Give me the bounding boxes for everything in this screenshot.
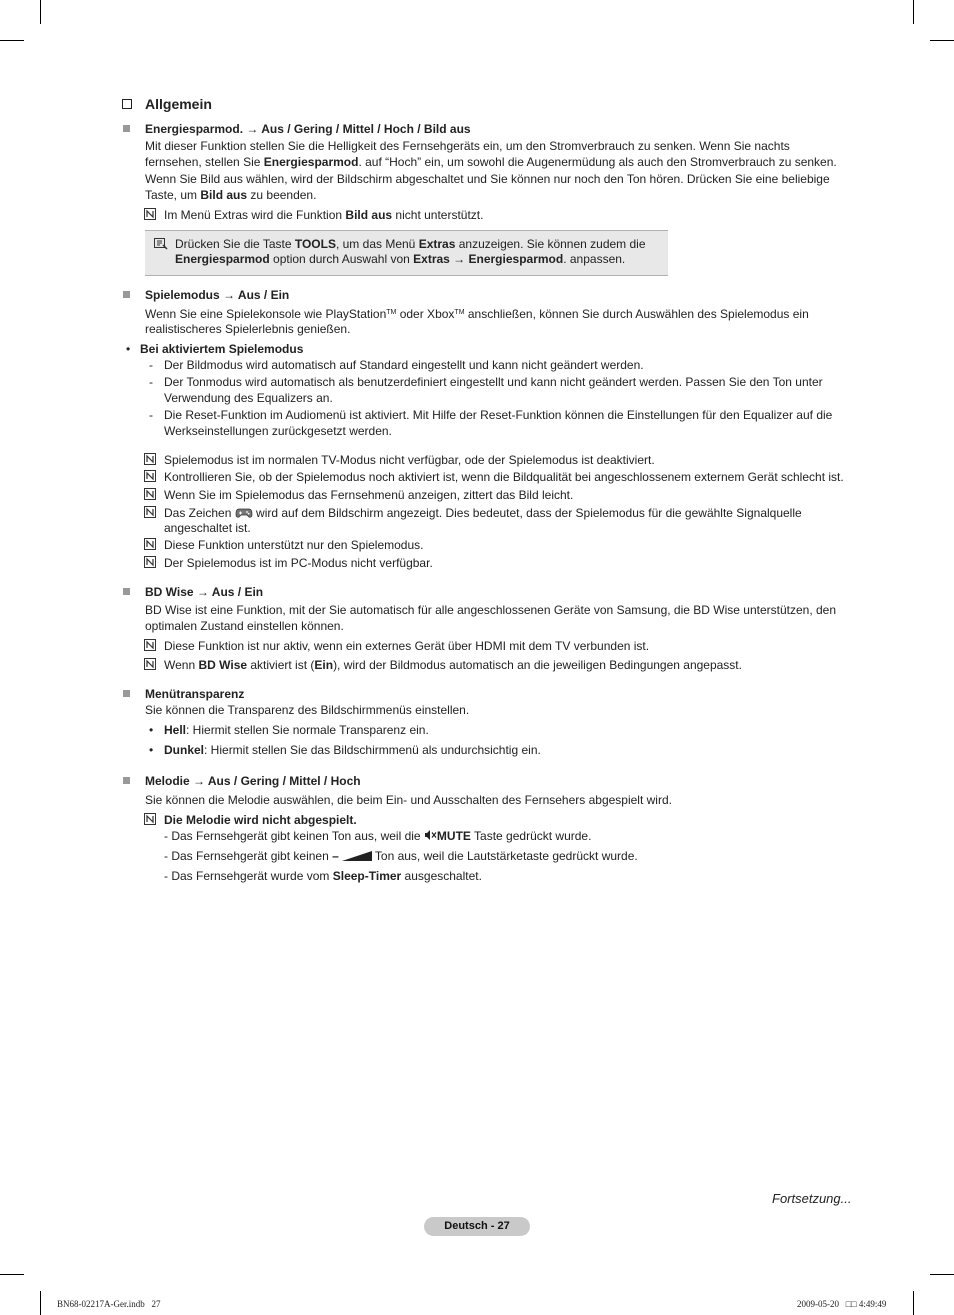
note-icon: [144, 488, 156, 500]
tip-line: [175, 236, 646, 252]
bold-term: –: [332, 849, 339, 863]
list-item: Verwendung des Equalizers an.: [164, 391, 333, 405]
text: Im Menü Extras wird die Funktion: [164, 208, 346, 222]
text: , um das Menü: [335, 237, 419, 251]
bdwise-heading: BD Wise → Aus / Ein: [145, 585, 264, 599]
text: anschließen, können Sie durch Auswählen des Spielemodus ein: [464, 307, 809, 321]
note-text: Kontrollieren Sie, ob der Spielemodus noch aktiviert ist, wenn die Bildqualität bei angeschlossenem externem Gerät schlecht ist.: [164, 470, 844, 484]
paragraph-line: [145, 187, 316, 203]
text: Wenn: [164, 658, 199, 672]
text: option durch Auswahl von: [269, 252, 414, 266]
paragraph-line: Sie können die Melodie auswählen, die beim Ein- und Ausschalten des Fernsehers abgespielt wird.: [145, 793, 672, 807]
crop-mark: [930, 40, 954, 41]
text: . auf “Hoch” ein, um sowohl die Augenermüdung als auch den Stromverbrauch zu senken.: [358, 155, 837, 169]
section-title: Allgemein: [145, 96, 212, 112]
crop-mark: [913, 0, 914, 24]
print-timestamp: 2009-05-20 □□ 4:49:49: [797, 1299, 887, 1309]
note-text: Der Spielemodus ist im PC-Modus nicht verfügbar.: [164, 556, 433, 570]
text: Das Zeichen: [164, 506, 235, 520]
bullet-dot: •: [126, 342, 131, 356]
spiel-heading: Spielemodus → Aus / Ein: [145, 288, 290, 302]
checkbox-icon: [122, 99, 132, 109]
paragraph-line: [145, 305, 809, 322]
menu-heading: Menütransparenz: [145, 687, 245, 701]
bold-term: Energiesparmod: [263, 155, 359, 169]
text: anzuzeigen. Sie können zudem die: [455, 237, 646, 251]
note-heading: Die Melodie wird nicht abgespielt.: [164, 813, 357, 827]
crop-mark: [40, 0, 41, 24]
text: oder Xbox: [396, 307, 455, 321]
paragraph-line: [145, 154, 837, 170]
square-bullet: [123, 291, 130, 298]
list-item: Der Tonmodus wird automatisch als benutzerdefiniert eingestellt und kann nicht geändert werden. Passen Sie den Ton unter: [164, 375, 823, 389]
square-bullet: [123, 588, 130, 595]
dash: -: [149, 408, 153, 422]
sub-heading: Bei aktiviertem Spielemodus: [140, 342, 304, 356]
text: - Das Fernsehgerät gibt keinen Ton aus, weil die: [164, 829, 424, 843]
text: Ton aus, weil die Lautstärketaste gedrückt wurde.: [371, 849, 638, 863]
text: : Hiermit stellen Sie das Bildschirmmenü als undurchsichtig ein.: [204, 743, 541, 757]
note-text: angeschaltet ist.: [164, 521, 251, 535]
crop-mark: [40, 1291, 41, 1315]
bold-term: Bild aus: [345, 208, 393, 222]
list-item: Werkseinstellungen zurückgesetzt werden.: [164, 424, 392, 438]
page-number-badge: Deutsch - 27: [424, 1217, 530, 1236]
bold-term: TOOLS: [294, 237, 336, 251]
text: Taste gedrückt wurde.: [470, 829, 592, 843]
text: Taste, um: [145, 188, 201, 202]
crop-mark: [913, 1291, 914, 1315]
continue-label: Fortsetzung...: [772, 1191, 852, 1206]
note-text: Wenn Sie im Spielemodus das Fernsehmenü anzeigen, zittert das Bild leicht.: [164, 488, 574, 502]
text: nicht unterstützt.: [392, 208, 484, 222]
bold-term: Dunkel: [164, 743, 205, 757]
text: Wenn Sie eine Spielekonsole wie PlayStation: [145, 307, 387, 321]
note-icon: [144, 658, 156, 670]
note-icon: [144, 639, 156, 651]
note-icon: [144, 813, 156, 825]
text: . anpassen.: [563, 252, 626, 266]
bold-term: Sleep-Timer: [332, 869, 402, 883]
crop-mark: [930, 1274, 954, 1275]
paragraph-line: Mit dieser Funktion stellen Sie die Helligkeit des Fernsehgeräts ein, um den Stromverbrauch zu senken. Wenn Sie nachts: [145, 139, 790, 153]
tip-line: [175, 251, 625, 267]
note-text: [164, 505, 802, 521]
bold-term: Extras: [418, 237, 456, 251]
bold-term: Hell: [164, 723, 187, 737]
paragraph-line: optimalen Zustand einstellen können.: [145, 619, 344, 633]
text: wird auf dem Bildschirm angezeigt. Dies bedeutet, dass der Spielemodus für die gewählte Signalquelle: [252, 506, 802, 520]
bold-term: BD Wise: [198, 658, 248, 672]
mute-icon: [424, 829, 437, 841]
text: ausgeschaltet.: [401, 869, 482, 883]
note-text: Diese Funktion unterstützt nur den Spielemodus.: [164, 538, 424, 552]
note-icon: [144, 538, 156, 550]
square-bullet: [123, 125, 130, 132]
bold-term: Ein: [314, 658, 334, 672]
tip-box: [145, 230, 668, 276]
note-text: Spielemodus ist im normalen TV-Modus nicht verfügbar, ode der Spielemodus ist deaktiviert.: [164, 453, 655, 467]
volume-bar-icon: [342, 849, 372, 859]
note-icon: [144, 556, 156, 568]
bold-term: Bild aus: [200, 188, 248, 202]
text: ), wird der Bildmodus automatisch an die jeweiligen Bedingungen angepasst.: [333, 658, 742, 672]
text: aktiviert ist (: [247, 658, 315, 672]
text: fernsehen, stellen Sie: [145, 155, 264, 169]
crop-mark: [0, 1274, 24, 1275]
list-item: [164, 868, 482, 884]
bold-term: Energiesparmod: [175, 252, 270, 266]
energie-heading: Energiesparmod. → Aus / Gering / Mittel / Hoch / Bild aus: [145, 122, 471, 136]
dash: -: [149, 358, 153, 372]
note-icon: [144, 208, 156, 220]
tools-icon: [154, 238, 168, 250]
list-item: [164, 848, 638, 864]
list-item: [164, 722, 429, 738]
note-text: Diese Funktion ist nur aktiv, wenn ein externes Gerät über HDMI mit dem TV verbunden ist.: [164, 639, 650, 653]
bullet-dot: •: [149, 723, 154, 737]
bold-term: MUTE: [436, 829, 471, 843]
square-bullet: [123, 777, 130, 784]
paragraph-line: realistischeres Spielerlebnis genießen.: [145, 322, 351, 336]
melodie-heading: Melodie → Aus / Gering / Mittel / Hoch: [145, 774, 361, 788]
trademark: TM: [386, 309, 397, 316]
text: - Das Fernsehgerät gibt keinen: [164, 849, 333, 863]
text: Drücken Sie die Taste: [175, 237, 295, 251]
text: - Das Fernsehgerät wurde vom: [164, 869, 333, 883]
note-icon: [144, 470, 156, 482]
note-icon: [144, 453, 156, 465]
dash: -: [149, 375, 153, 389]
list-item: Die Reset-Funktion im Audiomenü ist aktiviert. Mit Hilfe der Reset-Funktion können die Einstellungen für den Equalizer auf die: [164, 408, 833, 422]
trademark: TM: [454, 309, 465, 316]
note-text: [164, 657, 742, 673]
note-icon: [144, 506, 156, 518]
paragraph-line: BD Wise ist eine Funktion, mit der Sie automatisch für alle angeschlossenen Geräte von Samsung, die BD Wise unterstützen, den: [145, 603, 837, 617]
list-item: [164, 742, 541, 758]
text: zu beenden.: [247, 188, 317, 202]
note-text: [164, 207, 483, 223]
gamepad-icon: [235, 507, 253, 519]
bold-term: Extras → Energiesparmod: [413, 252, 564, 266]
square-bullet: [123, 690, 130, 697]
list-item: Der Bildmodus wird automatisch auf Standard eingestellt und kann nicht geändert werden.: [164, 358, 644, 372]
list-item: [164, 828, 591, 844]
file-info: BN68-02217A-Ger.indb 27: [57, 1299, 161, 1309]
paragraph-line: Sie können die Transparenz des Bildschirmmenüs einstellen.: [145, 703, 470, 717]
paragraph-line: Wenn Sie Bild aus wählen, wird der Bildschirm abgeschaltet und Sie können nur noch den Ton hören. Drücken Sie eine beliebige: [145, 172, 830, 186]
bullet-dot: •: [149, 743, 154, 757]
crop-mark: [0, 40, 24, 41]
text: : Hiermit stellen Sie normale Transparenz ein.: [186, 723, 429, 737]
